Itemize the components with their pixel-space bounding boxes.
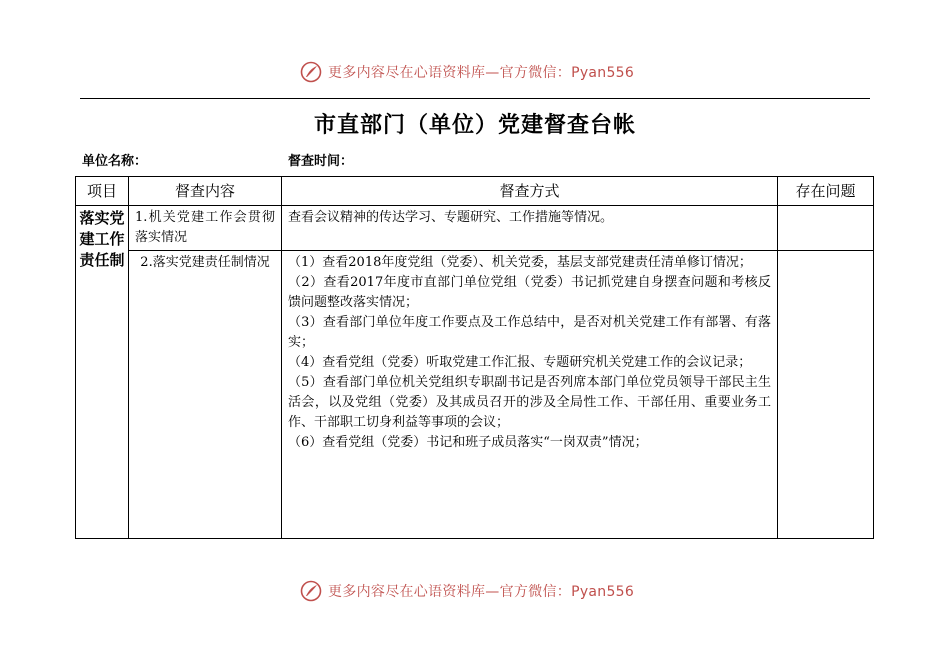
project-cell: 落实党建工作责任制 [76,206,129,539]
issue-cell [778,251,874,539]
inspection-time-label: 督查时间： [288,154,354,169]
inspection-table [75,176,874,539]
header-rule [80,98,870,99]
header-issues: 存在问题 [778,177,874,206]
content-cell: 2.落实党建责任制情况 [129,251,282,539]
unit-name-label: 单位名称： [82,154,148,169]
method-line: （1）查看2018年度党组（党委）、机关党委，基层支部党建责任清单修订情况； [288,255,752,270]
header-project: 项目 [76,177,129,206]
method-line: （2）查看2017年度市直部门单位党组（党委）书记抓党建自身摆查问题和考核反馈问题整改落实情况； [288,275,771,310]
watermark-header [300,58,660,86]
method-cell [282,206,778,251]
header-method: 督查方式 [282,177,778,206]
watermark-footer [300,577,660,605]
table-row [76,206,874,251]
method-line: （3）查看部门单位年度工作要点及工作总结中，是否对机关党建工作有部署、有落实； [288,315,771,350]
content-cell: 1.机关党建工作会贯彻落实情况 [129,206,282,251]
method-line: 查看会议精神的传达学习、专题研究、工作措施等情况。 [288,210,614,225]
quill-logo-icon [300,61,322,83]
watermark-text: 更多内容尽在心语资料库—官方微信：Pyan556 [328,65,635,81]
method-line: （6）查看党组（党委）书记和班子成员落实“一岗双责”情况； [288,435,648,450]
table-header-row [76,177,874,206]
method-cell [282,251,778,539]
watermark-text: 更多内容尽在心语资料库—官方微信：Pyan556 [328,584,635,600]
quill-logo-icon [300,580,322,602]
page-title: 市直部门（单位）党建督查台帐 [313,112,636,138]
header-content: 督查内容 [129,177,282,206]
issue-cell [778,206,874,251]
table-row [76,251,874,539]
method-line: （4）查看党组（党委）听取党建工作汇报、专题研究机关党建工作的会议记录； [288,355,752,370]
method-line: （5）查看部门单位机关党组织专职副书记是否列席本部门单位党员领导干部民主生活会，以及党组（党委）及其成员召开的涉及全局性工作、干部任用、重要业务工作、干部职工切身利益等事项的会议； [288,375,771,430]
